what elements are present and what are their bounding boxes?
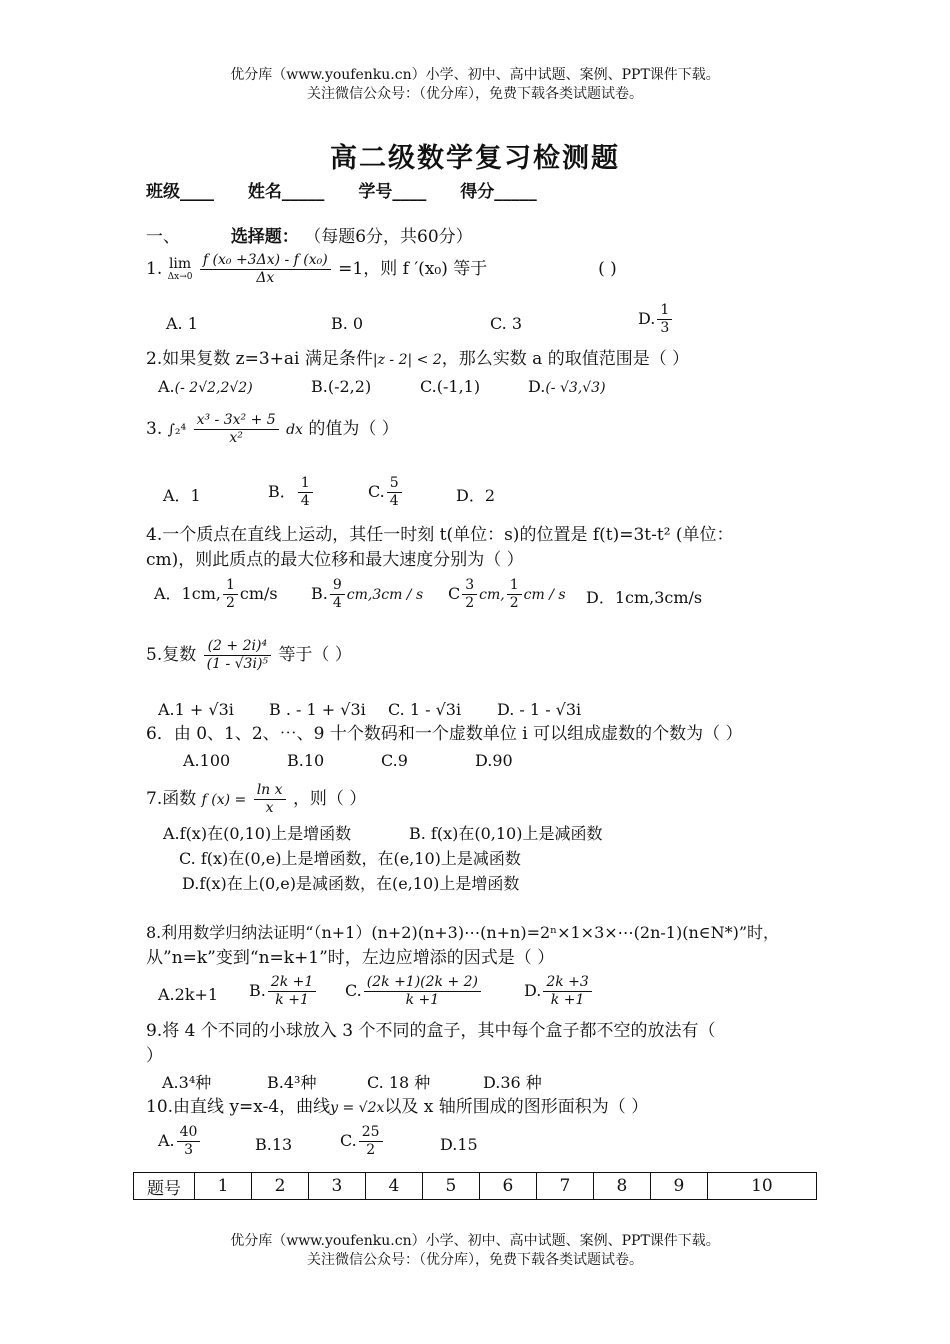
answer-cell-8[interactable]: 8 xyxy=(593,1173,650,1200)
q5-option-d: D. - 1 - √3i xyxy=(497,700,582,719)
q3-option-c: C. $\frac{5}{4}$ xyxy=(368,475,404,510)
question-8-line-2: 从”n=k”变到“n=k+1”时，左边应增添的因式是（ ） xyxy=(146,948,555,968)
q7-option-d: D.f(x)在上(0,e)是减函数，在(e,10)上是增函数 xyxy=(182,874,520,893)
q8-option-c: C. $\frac{(2k +1)(2k + 2)}{k +1}$ xyxy=(345,974,483,1009)
q1-number: 1. xyxy=(146,259,163,279)
q10-option-d: D.15 xyxy=(440,1135,478,1154)
question-2: 2.如果复数 z=3+ai 满足条件|z - 2| < 2，那么实数 a 的取值范围是（ ） xyxy=(146,349,690,369)
section-name: 选择题： xyxy=(230,227,299,247)
q2-option-c: C.(-1,1) xyxy=(420,377,481,396)
question-9-line-2: ） xyxy=(146,1046,163,1066)
q3-fraction: $\frac{\text{x³ - 3x² + 5}}{\text{x²}}$ xyxy=(194,412,279,447)
q9-option-d: D.36 种 xyxy=(483,1073,542,1092)
section-heading xyxy=(146,226,473,248)
answer-cell-9[interactable]: 9 xyxy=(650,1173,707,1200)
q7-option-c: C. f(x)在(0,e)上是增函数，在(e,10)上是减函数 xyxy=(179,849,521,868)
q10-option-c: C. $\frac{25}{2}$ xyxy=(340,1124,385,1159)
question-4-line-2: cm)，则此质点的最大位移和最大速度分别为（ ） xyxy=(146,550,524,570)
question-9-line-1: 9.将 4 个不同的小球放入 3 个不同的盒子，其中每个盒子都不空的放法有（ xyxy=(146,1021,716,1041)
q8-option-a: A.2k+1 xyxy=(158,985,219,1004)
q4-option-c: C $\frac{3}{2}$ cm, $\frac{1}{2}$ cm / s xyxy=(448,577,566,611)
page-title: 高二级数学复习检测题 xyxy=(330,143,620,174)
answer-cell-7[interactable]: 7 xyxy=(536,1173,593,1200)
q1-answer-paren: ( ) xyxy=(598,259,617,279)
q6-option-b: B.10 xyxy=(287,751,325,770)
q1-fraction: $\frac{\text{f (x₀ +3Δx) - f (x₀)}}{\Delta x}$ xyxy=(200,252,331,287)
section-number: 一、 xyxy=(146,227,180,247)
answer-cell-10[interactable]: 10 xyxy=(707,1173,816,1200)
header-line-1: 优分库（www.youfenku.cn）小学、初中、高中试题、案例、PPT课件下载。 xyxy=(230,67,720,83)
q1-option-d: D. $\frac{1}{3}$ xyxy=(638,302,674,337)
name-field: 姓名_____ xyxy=(247,182,325,202)
q3-option-b: B． $\frac{1}{4}$ xyxy=(268,475,315,510)
q4-option-d: D．1cm,3cm/s xyxy=(586,588,703,607)
q5-option-a: A.1 + √3i xyxy=(158,700,234,719)
integral-sign: ∫₂⁴ xyxy=(167,422,187,438)
q9-option-b: B.4³种 xyxy=(267,1073,317,1092)
q1-option-b: B. 0 xyxy=(331,314,364,333)
q1-option-a: A. 1 xyxy=(166,314,198,333)
q1-option-c: C. 3 xyxy=(490,314,523,333)
answer-cell-4[interactable]: 4 xyxy=(365,1173,422,1200)
q8-option-b: B. $\frac{2k +1}{k +1}$ xyxy=(249,974,318,1009)
header-line-2: 关注微信公众号：（优分库），免费下载各类试题试卷。 xyxy=(307,86,643,102)
q7-fraction: $\frac{\text{ln x}}{x}$ xyxy=(254,782,286,817)
q8-option-d: D. $\frac{2k +3}{k +1}$ xyxy=(524,974,594,1009)
question-5: 5.复数 $\frac{\text{(2 + 2i)⁴}}{\text{(1 - √3i)⁵}}$ 等于（ ） xyxy=(146,638,352,672)
q2-option-a: A.(- 2√2,2√2) xyxy=(158,377,253,396)
q2-option-d: D.(- √3,√3) xyxy=(528,377,606,396)
q4-option-a: A．1cm, $\frac{1}{2}$ cm/s xyxy=(154,577,278,611)
q7-option-b: B. f(x)在(0,10)上是减函数 xyxy=(409,824,603,843)
score-field: 得分_____ xyxy=(460,182,537,202)
q5-fraction: $\frac{\text{(2 + 2i)⁴}}{\text{(1 - √3i)⁵}}$ xyxy=(204,638,271,673)
question-1 xyxy=(146,252,617,287)
q4-option-b: B. $\frac{9}{4}$ cm,3cm / s xyxy=(311,577,424,611)
answer-cell-3[interactable]: 3 xyxy=(308,1173,365,1200)
q5-option-b: B . - 1 + √3i xyxy=(269,700,366,719)
q5-option-c: C. 1 - √3i xyxy=(388,700,462,719)
q9-option-c: C. 18 种 xyxy=(367,1073,431,1092)
question-10: 10.由直线 y=x-4，曲线y = √2x以及 x 轴所围成的图形面积为（ ） xyxy=(146,1097,649,1117)
class-field: 班级____ xyxy=(146,182,214,202)
q10-option-a: A. $\frac{40}{3}$ xyxy=(158,1124,202,1159)
question-8-line-1: 8.利用数学归纳法证明“（n+1）(n+2)(n+3)⋯(n+n)=2ⁿ×1×3×⋯(2n-1)(n∈N*)”时， xyxy=(146,923,780,942)
footer-line-1: 优分库（www.youfenku.cn）小学、初中、高中试题、案例、PPT课件下载。 xyxy=(230,1233,720,1249)
answer-cell-2[interactable]: 2 xyxy=(251,1173,308,1200)
student-info xyxy=(146,177,565,202)
question-7: 7.函数 f (x) = $\frac{\text{ln x}}{x}$ ，则（ ） xyxy=(146,782,367,816)
id-field: 学号____ xyxy=(358,182,427,202)
q10-option-b: B.13 xyxy=(255,1135,293,1154)
q9-option-a: A.3⁴种 xyxy=(162,1073,212,1092)
question-3: 3. ∫₂⁴ $\frac{\text{x³ - 3x² + 5}}{\text{x²}}$ dx 的值为（ ） xyxy=(146,412,399,446)
q3-option-d: D．2 xyxy=(456,486,496,505)
answer-cell-6[interactable]: 6 xyxy=(479,1173,536,1200)
answer-cell-5[interactable]: 5 xyxy=(422,1173,479,1200)
answer-table-row xyxy=(134,1173,817,1200)
q6-option-a: A.100 xyxy=(183,751,231,770)
question-6: 6．由 0、1、2、⋯、9 十个数码和一个虚数单位 i 可以组成虚数的个数为（ ） xyxy=(146,724,743,744)
section-desc: （每题6分，共60分） xyxy=(304,227,473,247)
footer-line-2: 关注微信公众号：（优分库），免费下载各类试题试卷。 xyxy=(307,1252,643,1268)
answer-cell-1[interactable]: 1 xyxy=(195,1173,252,1200)
q1-limit: lim Δx→0 xyxy=(167,256,193,282)
question-4-line-1: 4.一个质点在直线上运动，其任一时刻 t(单位：s)的位置是 f(t)=3t-t² (单位： xyxy=(146,525,734,545)
q6-option-d: D.90 xyxy=(475,751,513,770)
q7-option-a: A.f(x)在(0,10)上是增函数 xyxy=(163,824,352,843)
q1-tail: =1，则 f ′(x₀) 等于 xyxy=(338,259,488,279)
q3-option-a: A．1 xyxy=(163,486,201,505)
answer-table xyxy=(133,1172,817,1200)
q2-option-b: B.(-2,2) xyxy=(311,377,372,396)
q6-option-c: C.9 xyxy=(381,751,408,770)
answer-table-header: 题号 xyxy=(134,1173,195,1200)
